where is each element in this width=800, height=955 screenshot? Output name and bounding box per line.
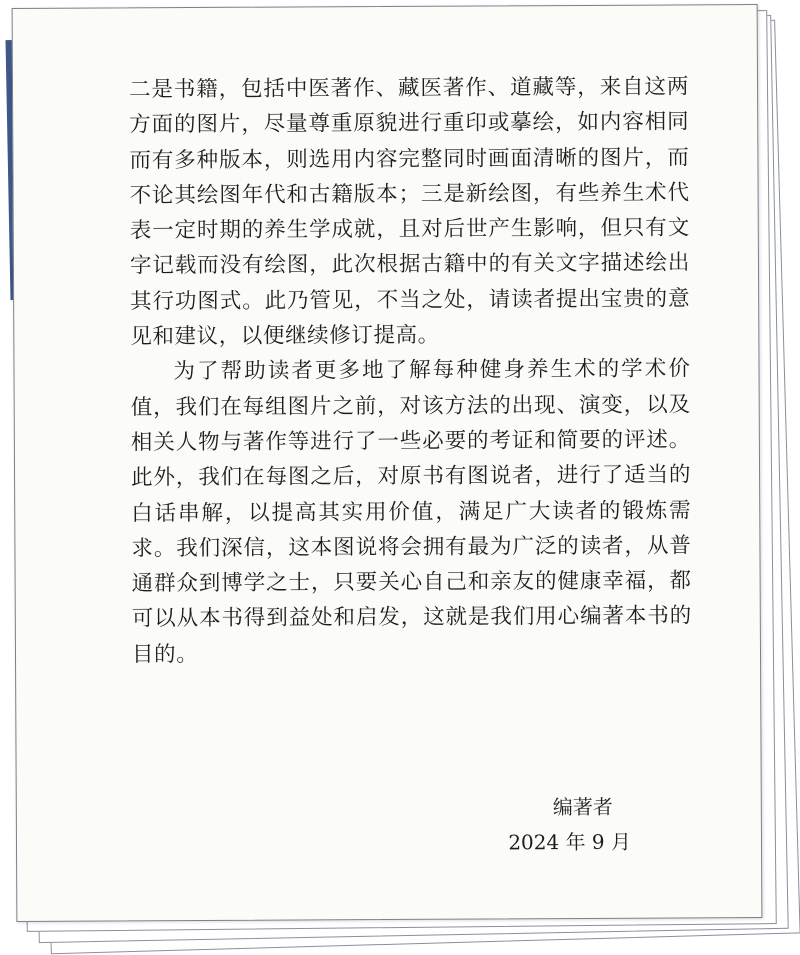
date-line: 2024 年 9 月 — [508, 829, 632, 855]
body-text — [129, 69, 692, 672]
paragraph: 二是书籍，包括中医著作、藏医著作、道藏等，来自这两方面的图片，尽量尊重原貌进行重印或摹绘，如内容相同而有多种版本，则选用内容完整同时画面清晰的图片，而不论其绘图年代和古籍版本；三是新绘图，有些养生术代表一定时期的养生学成就，且对后世产生影响，但只有文字记载而没有绘图，此次根据古籍中的有关文字描述绘出其行功图式。此乃管见，不当之处，请读者提出宝贵的意见和建议，以便继续修订提高。 — [128, 74, 691, 350]
paragraph: 为了帮助读者更多地了解每种健身养生术的学术价值，我们在每组图片之前，对该方法的出现、演变，以及相关人物与著作等进行了一些必要的考证和简要的评述。此外，我们在每图之后，对原书有图说者，进行了适当的白话串解，以提高其实用价值，满足广大读者的锻炼需求。我们深信，这本图说将会拥有最为广泛的读者，从普通群众到博学之士，只要关心自己和亲友的健康幸福，都可以从本书得到益处和启发，这就是我们用心编著本书的目的。 — [130, 356, 692, 668]
author-signature: 编著者 — [552, 794, 613, 820]
document-page — [12, 4, 763, 922]
